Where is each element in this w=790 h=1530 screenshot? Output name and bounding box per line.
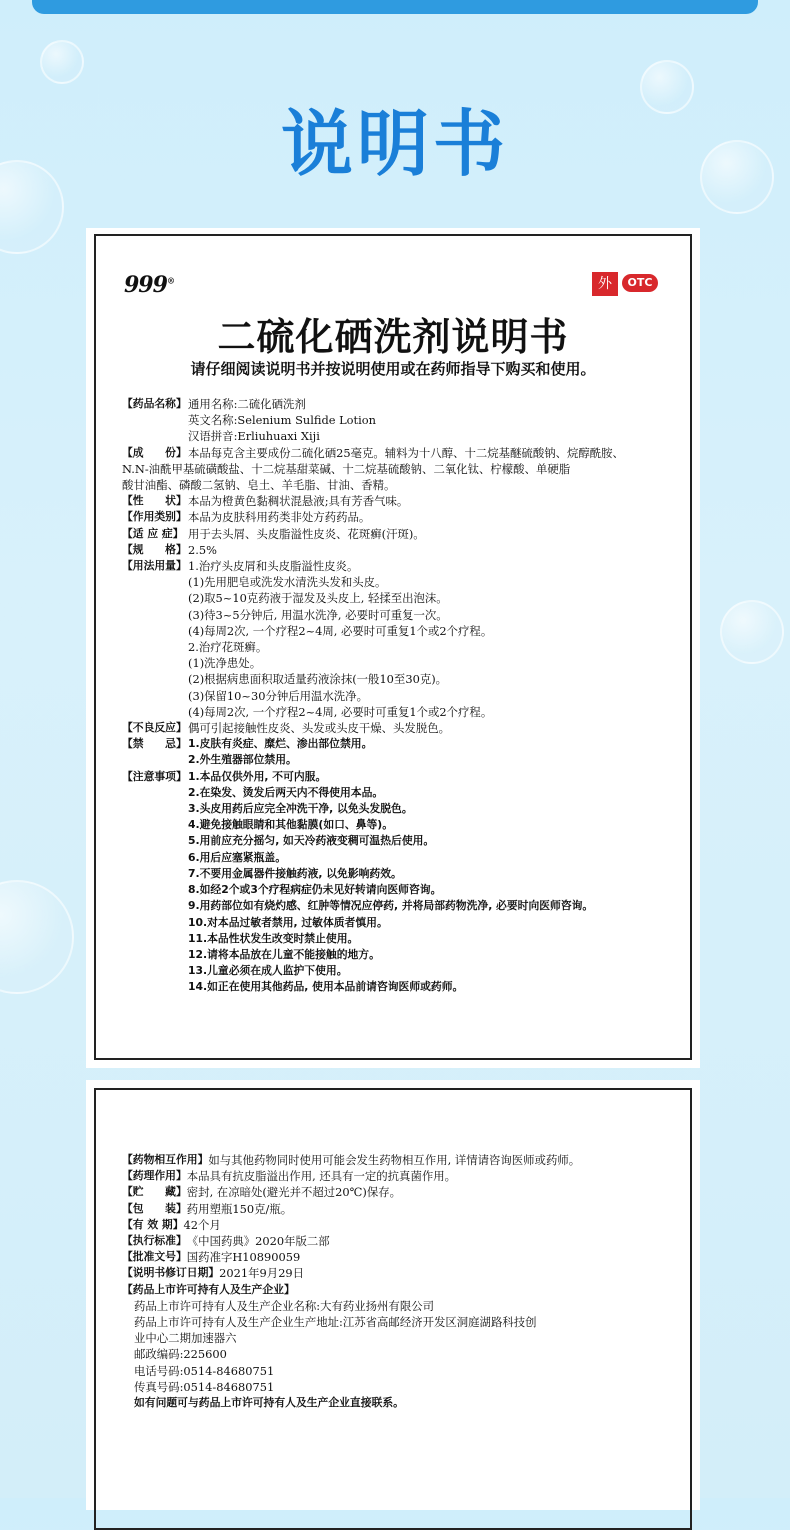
section-revision: 【说明书修订日期】 2021年9月29日	[122, 1266, 305, 1281]
section-adverse: 【不良反应】 偶可引起接触性皮炎、头发或头皮干燥、头发脱色。	[122, 721, 450, 736]
holder-details: 药品上市许可持有人及生产企业名称:大有药业扬州有限公司 药品上市许可持有人及生产企业生产地址:江苏省高邮经济开发区洞庭湖路科技创 业中心二期加速器六 邮政编码:225600 电话号码:0514-84680751 传真号码:0514-84680751 如有问题可与药品上市许可持有人及生产企业直接联系。	[122, 1298, 682, 1411]
ingredients-line: N.N-油酰甲基硫磺酸盐、十二烷基甜菜碱、十二烷基硫酸钠、二氧化钛、柠檬酸、单硬脂	[122, 461, 571, 476]
bubble-decoration	[640, 60, 694, 114]
ingredients-line: 酸甘油酯、磷酸二氢钠、皂土、羊毛脂、甘油、香精。	[122, 478, 396, 493]
section-spec: 【规 格】 2.5%	[122, 542, 217, 557]
section-drug-name: 【药品名称】 通用名称:二硫化硒洗剂 英文名称:Selenium Sulfide Lotion 汉语拼音:Erliuhuaxi Xiji	[122, 397, 376, 444]
section-validity: 【有 效 期】 42个月	[122, 1217, 221, 1232]
bubble-decoration	[0, 880, 74, 994]
bubble-decoration	[40, 40, 84, 84]
section-standard: 【执行标准】 《中国药典》2020年版二部	[122, 1234, 330, 1249]
footer-contact-note: 如有问题可与药品上市许可持有人及生产企业直接联系。	[134, 1396, 404, 1410]
section-precautions: 【注意事项】 1.本品仅供外用, 不可内服。 2.在染发、烫发后两天内不得使用本品。 3.头皮用药后应完全冲洗干净, 以免头发脱色。 4.避免接触眼睛和其他黏膜(如口、鼻等)。 5.用前应充分摇匀, 如天冷药液变稠可温热后使用。 6.用后应塞紧瓶盖。 7.不要用金属器件接触药液, 以免影响药效。 8.如经2个或3个疗程病症仍未见好转请向医师咨询。 9.用药部位如有烧灼感、红肿等情况应停药, 并将局部药物洗净, 必要时向医师咨询。 10.对本品过敏者禁用, 过敏体质者慎用。 11.本品性状发生改变时禁止使用。 12.请将本品放在儿童不能接触的地方。 13.儿童必须在成人监护下使用。 14.如正在使用其他药品, 使用本品前请咨询医师或药师。	[122, 769, 594, 994]
leaflet-sections-2	[122, 1152, 682, 1411]
section-storage: 【贮 藏】 密封, 在凉暗处(避光并不超过20℃)保存。	[122, 1185, 402, 1200]
leaflet-card-1	[86, 228, 700, 1068]
bubble-decoration	[720, 600, 784, 664]
section-pharmacology: 【药理作用】 本品具有抗皮脂溢出作用, 还具有一定的抗真菌作用。	[122, 1169, 457, 1184]
section-ingredients: 【成 份】 本品每克含主要成份二硫化硒25毫克。辅料为十八醇、十二烷基醚硫酸钠、烷醇酰胺、	[122, 445, 624, 460]
otc-badge: OTC	[622, 274, 658, 292]
section-package: 【包 装】 药用塑瓶150克/瓶。	[122, 1201, 293, 1216]
external-use-badge: 外	[592, 272, 618, 296]
leaflet-card-2	[86, 1080, 700, 1510]
section-interactions: 【药物相互作用】 如与其他药物同时使用可能会发生药物相互作用, 详情请咨询医师或药师。	[122, 1153, 581, 1167]
section-indications: 【适 应 症】 用于去头屑、头皮脂溢性皮炎、花斑癣(汗斑)。	[122, 526, 425, 541]
section-holder: 【药品上市许可持有人及生产企业】	[122, 1282, 295, 1296]
section-category: 【作用类别】 本品为皮肤科用药类非处方药药品。	[122, 510, 371, 525]
leaflet-sections	[122, 396, 682, 996]
document-subtitle: 请仔细阅读说明书并按说明使用或在药师指导下购买和使用。	[190, 360, 596, 378]
section-usage: 【用法用量】 1.治疗头皮屑和头皮脂溢性皮炎。 (1)先用肥皂或洗发水清洗头发和头皮。 (2)取5~10克药液于湿发及头皮上, 轻揉至出泡沫。 (3)待3~5分钟后, 用温水洗净, 必要时可重复一次。 (4)每周2次, 一个疗程2~4周, 必要时可重复1个或2个疗程。 2.治疗花斑癣。 (1)洗净患处。 (2)根据病患面积取适量药液涂抹(一般10至30克)。 (3)保留10~30分钟后用温水洗净。 (4)每周2次, 一个疗程2~4周, 必要时可重复1个或2个疗程。	[122, 559, 493, 719]
brand-logo: 999®	[124, 272, 174, 298]
top-banner-bar	[32, 0, 758, 14]
section-character: 【性 状】 本品为橙黄色黏稠状混悬液;具有芳香气味。	[122, 494, 409, 509]
section-contraindications: 【禁 忌】 1.皮肤有炎症、糜烂、渗出部位禁用。 2.外生殖器部位禁用。	[122, 737, 373, 767]
document-title: 二硫化硒洗剂说明书	[217, 314, 569, 359]
page-title: 说明书	[280, 102, 509, 186]
section-approval: 【批准文号】 国药准字H10890059	[122, 1250, 301, 1265]
